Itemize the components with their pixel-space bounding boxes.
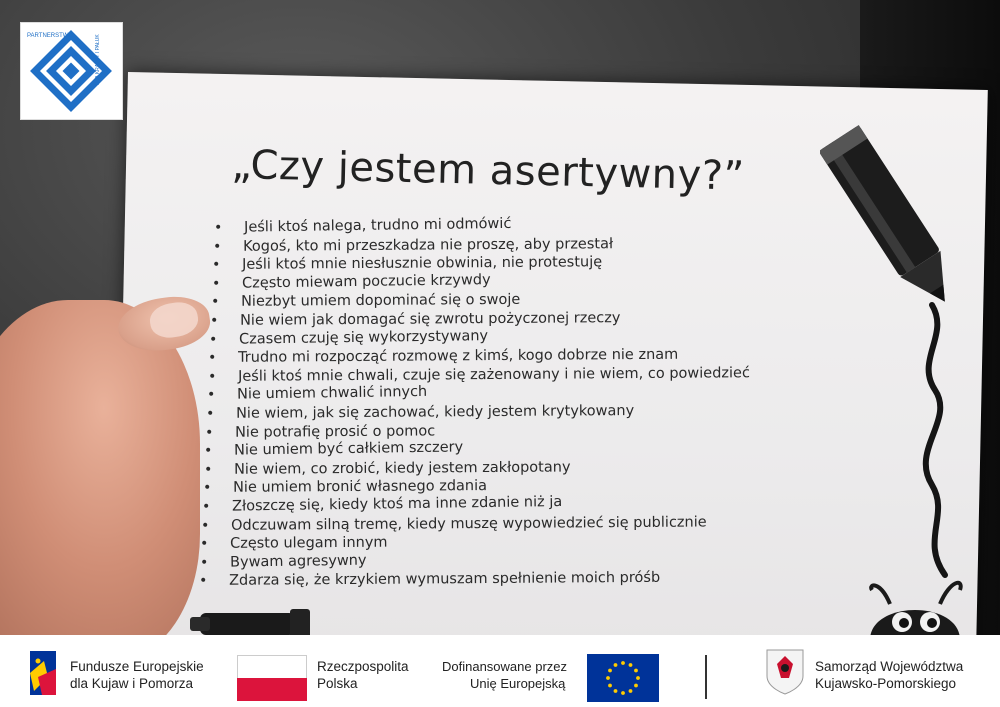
statement-text: Często ulegam innym	[230, 534, 388, 552]
bullet: •	[200, 536, 209, 553]
statement-text: Odczuwam silną tremę, kiedy muszę wypowiedzieć się publicznie	[231, 514, 707, 534]
statement-item	[201, 514, 707, 534]
statement-text: Kogoś, kto mi przeszkadza nie proszę, aby przestał	[243, 235, 614, 255]
bullet: •	[211, 275, 221, 292]
tool-illustration	[190, 605, 330, 635]
eu-star	[621, 661, 625, 665]
bullet: •	[205, 424, 214, 441]
hand	[0, 300, 200, 635]
statement-text: Bywam agresywny	[229, 552, 367, 571]
bullet: •	[201, 517, 210, 534]
statement-item	[211, 292, 520, 310]
creature-illustration	[860, 560, 970, 635]
fe-line2: dla Kujaw i Pomorza	[70, 676, 194, 691]
rp-line1: Rzeczpospolita	[317, 659, 409, 674]
bullet: •	[210, 312, 219, 329]
bullet: •	[206, 387, 216, 404]
statement-item	[213, 236, 613, 255]
statement-text: Niezbyt umiem dopominać się o swoje	[240, 292, 521, 311]
statement-text: Jeśli ktoś nalega, trudno mi odmówić	[243, 215, 512, 236]
statement-text: Często miewam poczucie krzywdy	[241, 271, 491, 292]
bullet: •	[209, 331, 218, 348]
coat-of-arms-icon	[765, 648, 805, 696]
fe-line1: Fundusze Europejskie	[70, 659, 204, 674]
footer-logos	[0, 635, 1000, 707]
statement-item	[205, 423, 435, 441]
statement-text: Czasem czuję się wykorzystywany	[239, 327, 489, 348]
logo-arc-text: PARTNERSTWO	[27, 33, 74, 39]
rp-line2: Polska	[317, 676, 358, 691]
bullet: •	[202, 480, 212, 497]
ue-line1: Dofinansowane przez	[442, 659, 568, 674]
bullet: •	[203, 461, 212, 478]
poster-title: „Czy jestem asertywny?”	[230, 142, 746, 200]
statement-text: Złoszczę się, kiedy ktoś ma inne zdanie niż ja	[231, 493, 563, 515]
eu-flag-icon	[587, 654, 659, 702]
eu-star	[606, 676, 610, 680]
eu-star	[608, 669, 612, 673]
bullet: •	[213, 238, 222, 255]
eu-star	[614, 663, 618, 667]
bullet: •	[210, 294, 220, 311]
eu-star	[634, 684, 638, 688]
eu-star	[629, 663, 633, 667]
statement-text: Jeśli ktoś mnie chwali, czuje się zażenowany i nie wiem, co powiedzieć	[237, 365, 750, 385]
statement-text: Nie wiem jak domagać się zwrotu pożyczonej rzeczy	[239, 310, 621, 329]
statement-text: Nie wiem, co zrobić, kiedy jestem zakłopotany	[233, 459, 571, 478]
sw-line2: Kujawsko-Pomorskiego	[815, 676, 957, 691]
bullet: •	[214, 219, 223, 236]
statement-item	[200, 552, 367, 570]
eu-star	[614, 689, 618, 693]
statement-item	[203, 478, 487, 496]
statement-item	[200, 535, 388, 552]
bullet: •	[208, 350, 217, 367]
bullet: •	[204, 443, 213, 460]
polish-flag-icon	[237, 655, 307, 701]
eu-star	[608, 684, 612, 688]
statement-item	[212, 254, 602, 273]
eu-star	[634, 669, 638, 673]
bullet: •	[202, 498, 211, 515]
pencil-icon	[820, 120, 980, 600]
bullet: •	[207, 368, 216, 385]
fundusze-europejskie-logo-icon	[26, 647, 60, 699]
statement-text: Nie umiem chwalić innych	[236, 384, 428, 403]
statement-text: Jeśli ktoś mnie niesłusznie obwinia, nie protestuję	[242, 254, 603, 273]
bullet: •	[198, 573, 208, 590]
statement-item	[209, 328, 488, 348]
eu-star	[621, 691, 625, 695]
statement-text: Trudno mi rozpocząć rozmowę z kimś, kogo dobrze nie znam	[238, 346, 679, 366]
logo-side-text: DLA KRAJNY I PAŁUK	[95, 34, 101, 85]
statement-item	[210, 310, 620, 329]
sw-line1: Samorząd Województwa	[815, 659, 964, 674]
statement-text: Nie wiem, jak się zachować, kiedy jestem krytykowany	[235, 403, 635, 422]
statement-item	[204, 459, 571, 478]
bullet: •	[199, 554, 209, 571]
ue-line2: Unię Europejską	[470, 676, 566, 691]
eu-star	[629, 689, 633, 693]
statement-item	[206, 403, 634, 422]
partnerstwo-logo-icon	[21, 23, 122, 119]
footer-divider	[705, 655, 707, 699]
statement-text: Nie potrafię prosić o pomoc	[235, 422, 436, 441]
eu-star	[636, 676, 640, 680]
bullet: •	[206, 405, 215, 422]
partnerstwo-logo	[20, 22, 123, 120]
bullet: •	[212, 257, 221, 274]
statement-text: Zdarza się, że krzykiem wymuszam spełnienie moich próśb	[228, 570, 660, 590]
statement-text: Nie umiem być całkiem szczery	[234, 439, 464, 459]
statement-text: Nie umiem bronić własnego zdania	[232, 478, 487, 497]
